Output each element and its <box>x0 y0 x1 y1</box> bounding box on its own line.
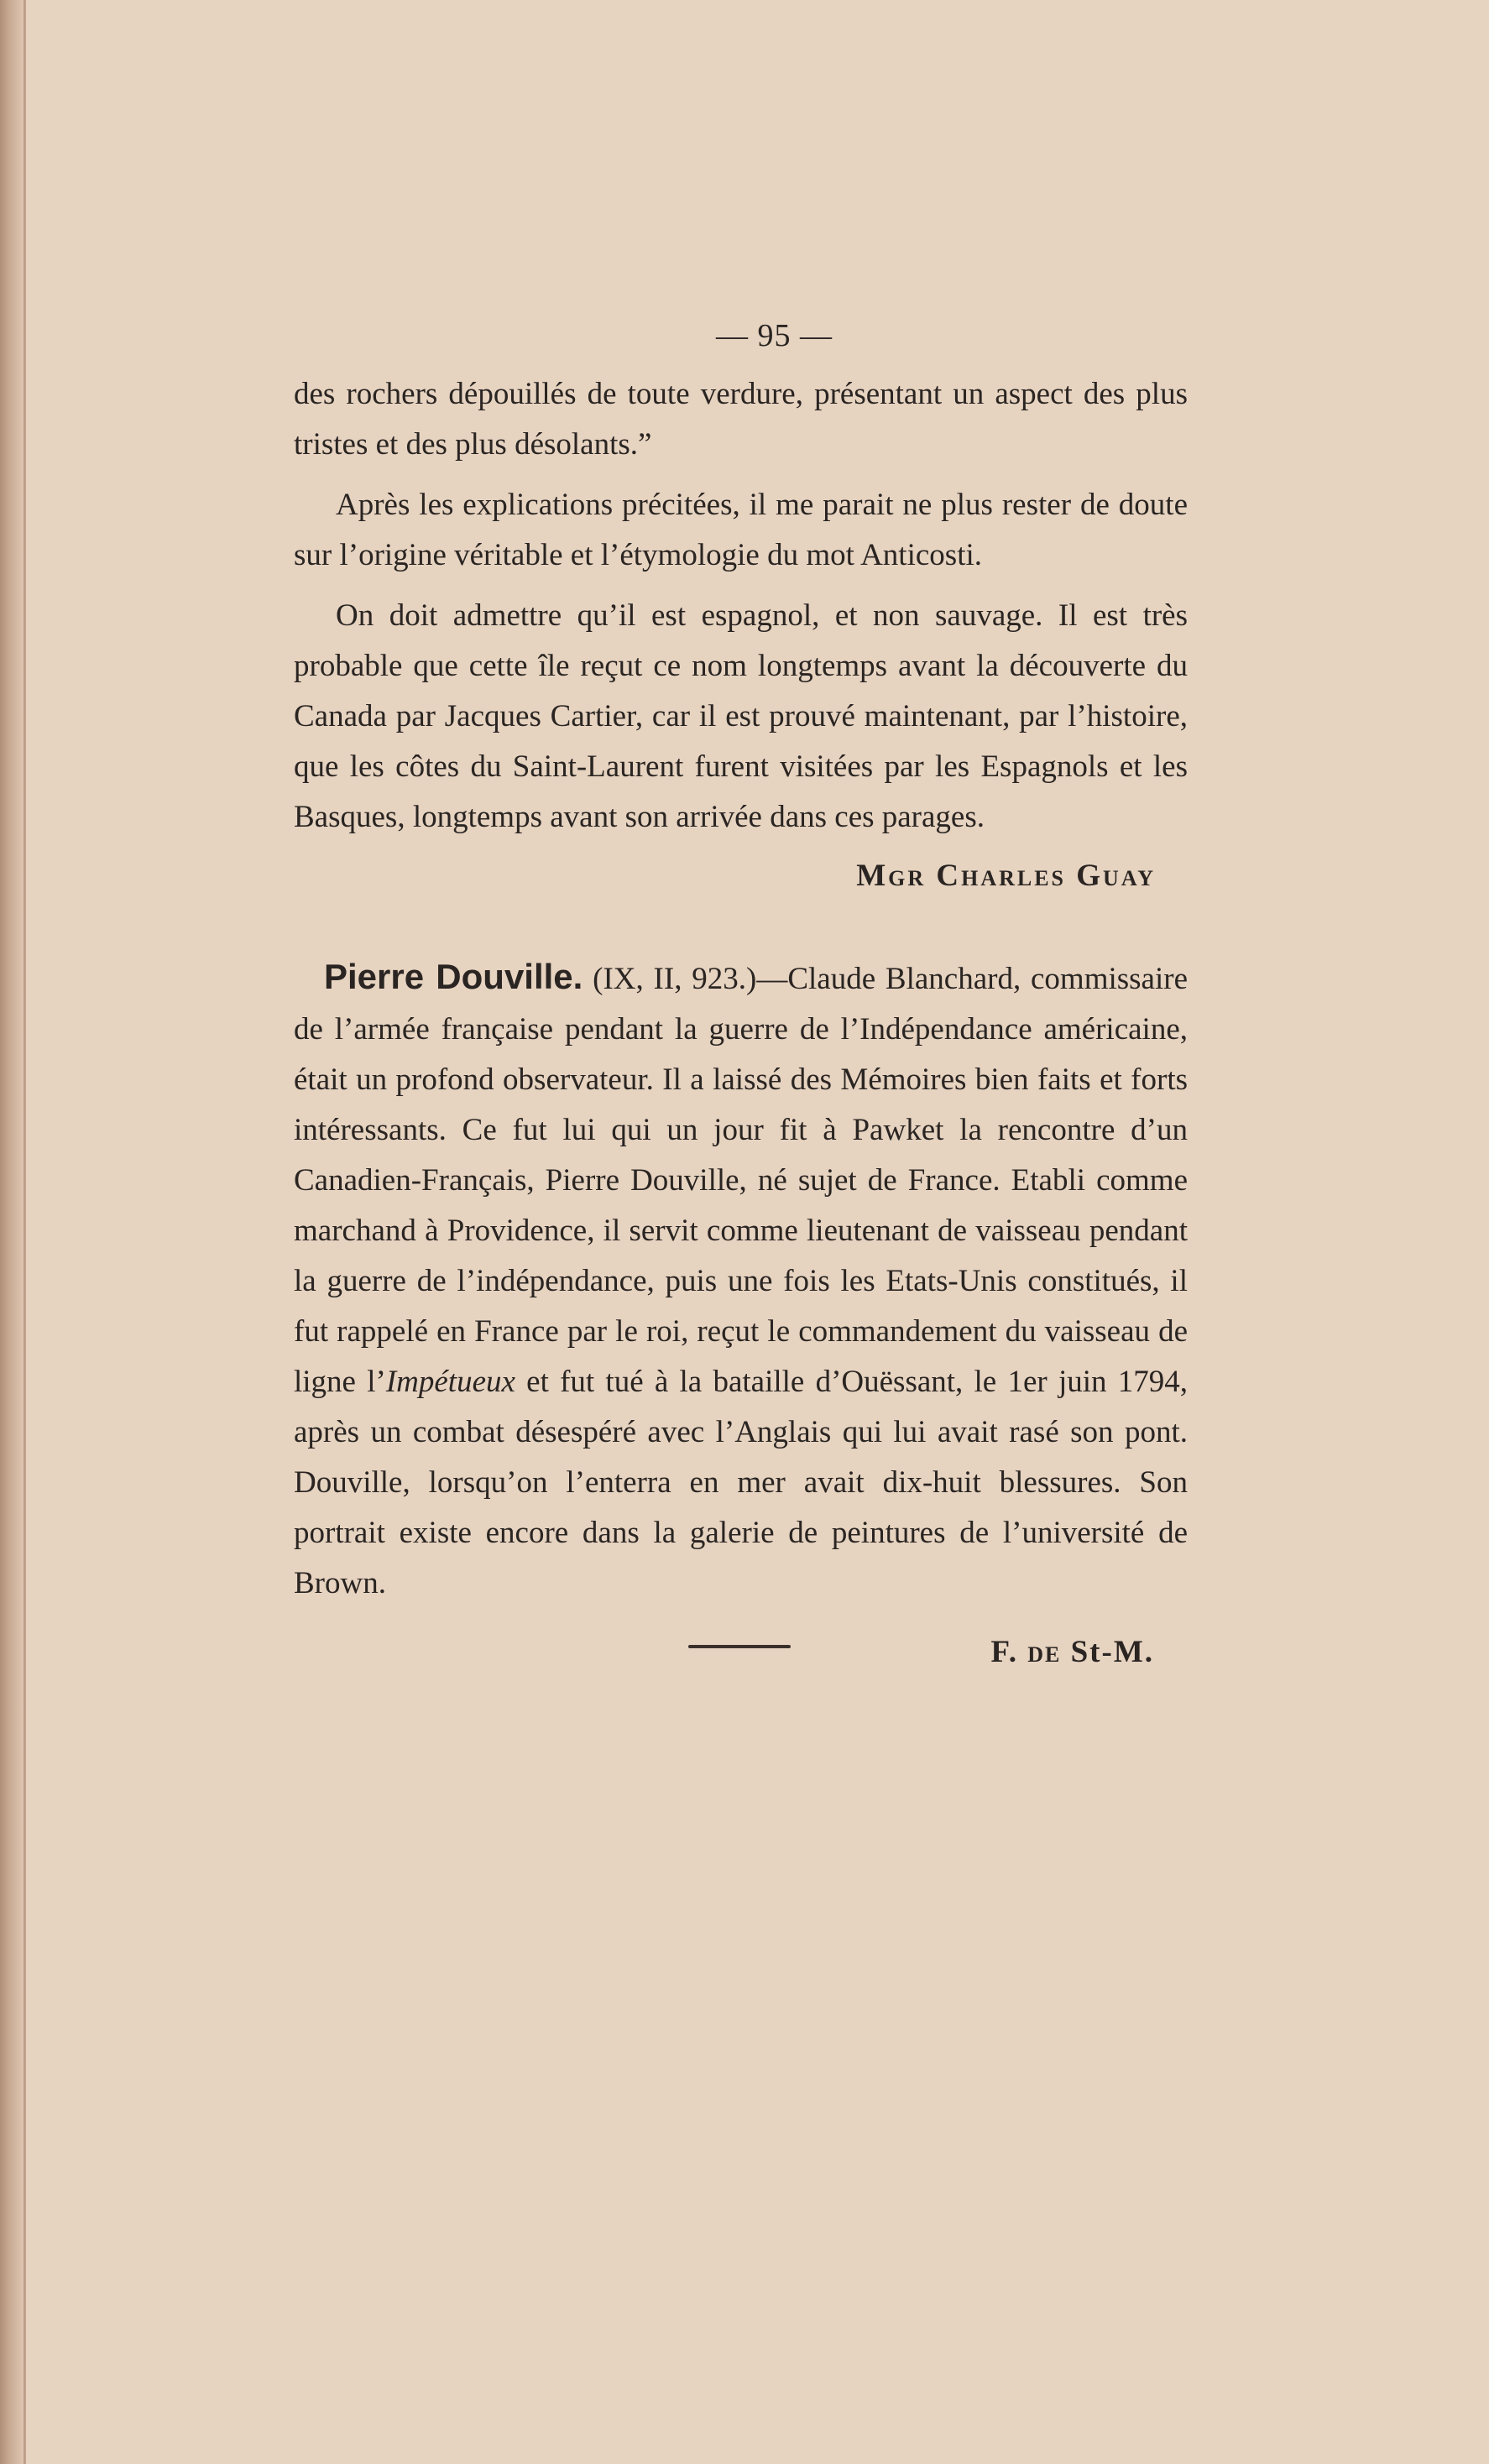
page-edge-shadow <box>0 0 25 2464</box>
signature-st-m-name: St-M. <box>1061 1635 1154 1669</box>
paragraph-3: On doit admettre qu’il est espagnol, et non sauvage. Il est très probable que cette île reçut ce nom longtemps avant la découverte du Canada par Jacques Cartier, car il est prouvé maintenant, par l’histoire, que les côtes du Saint-Laurent furent visitées par les Espagnols et les Basques, longtemps avant son arrivée dans ces parages. <box>294 598 1188 834</box>
entry-reference: (IX, II, 923.) <box>593 962 757 996</box>
signature-st-m <box>294 1627 1154 1678</box>
entry-douville <box>294 952 1188 1609</box>
entry-text-part-1: —Claude Blanchard, commissaire de l’armée française pendant la guerre de l’Indépendance américaine, était un profond observateur. Il a laissé des Mémoires bien faits et forts intéressants. Ce fut lui qui un jour fit à Pawket la rencontre d’un Canadien-Français, Pierre Douville, né sujet de France. Etabli comme marchand à Providence, il servit comme lieutenant de vaisseau pendant la guerre de l’indépendance, puis une fois les Etats-Unis constitués, il fut rappelé en France par le roi, reçut le commandement du vaisseau de ligne l’ <box>294 962 1189 1399</box>
entry-ship-name: Impétueux <box>385 1365 515 1399</box>
page-number: — 95 — <box>716 318 833 353</box>
paragraph-2: Après les explications précitées, il me parait ne plus rester de doute sur l’origine véritable et l’étymologie du mot Anticosti. <box>294 488 1188 572</box>
signature-guay: Mgr Charles Guay <box>856 859 1156 893</box>
end-rule-divider <box>688 1645 791 1648</box>
page-edge-line <box>24 0 26 2464</box>
page-text-block <box>294 311 1188 1678</box>
entry-heading: Pierre Douville. <box>324 957 583 996</box>
entry-text-part-2: et fut tué à la bataille d’Ouëssant, le 1er juin 1794, après un combat désespéré avec l’Anglais qui lui avait rasé son pont. Douville, lorsqu’on l’enterra en mer avait dix-huit blessures. Son portrait existe encore dans la galerie de peintures de l’université de Brown. <box>294 1365 1188 1600</box>
signature-st-m-particle: de <box>1027 1635 1062 1669</box>
paragraph-1: des rochers dépouillés de toute verdure, présentant un aspect des plus tristes et des plus désolants.” <box>294 377 1188 462</box>
signature-st-m-prefix: F. <box>990 1635 1028 1669</box>
